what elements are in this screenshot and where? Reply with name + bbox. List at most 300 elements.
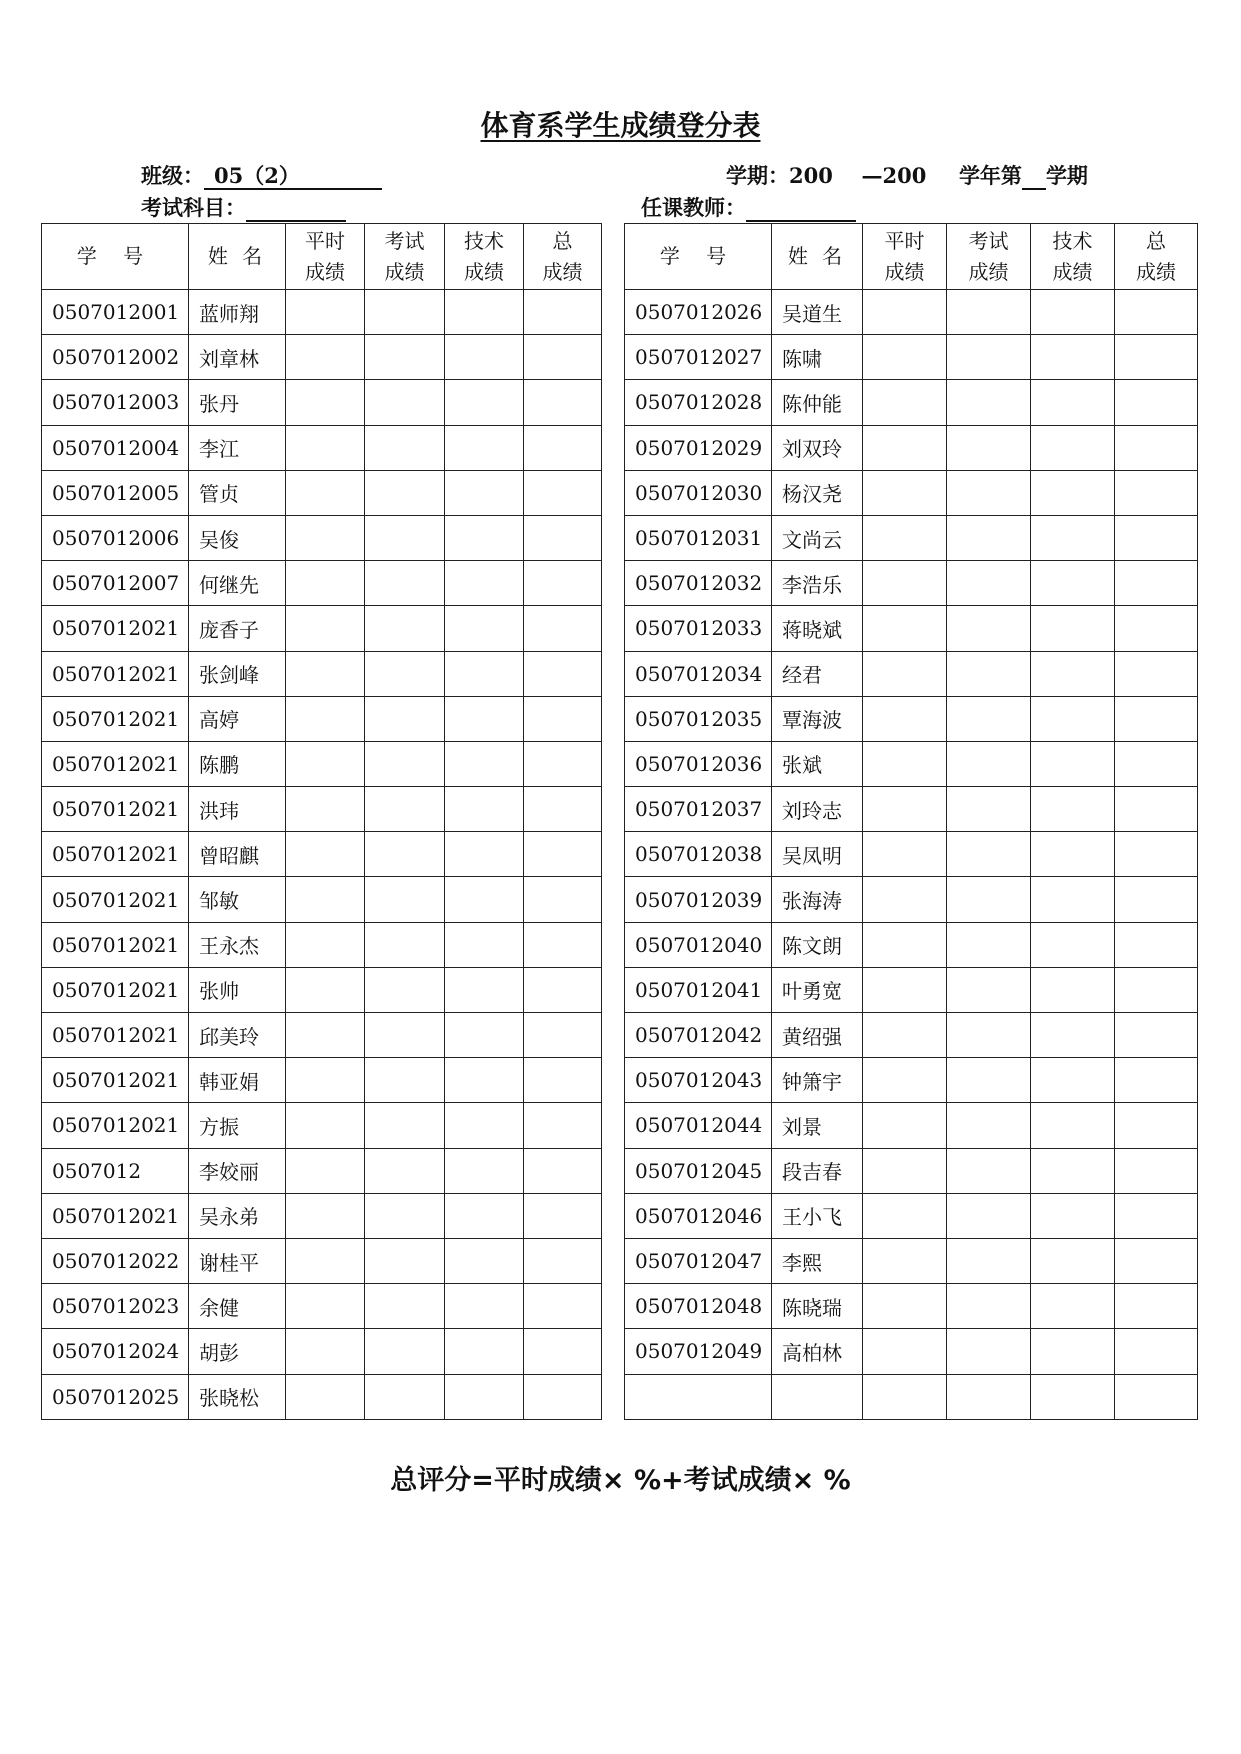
usual-score-cell[interactable] <box>863 335 947 380</box>
student-id-cell: 0507012021 <box>42 967 189 1012</box>
total-score-cell[interactable] <box>1115 290 1198 335</box>
total-score-cell[interactable] <box>524 832 602 877</box>
exam-score-cell[interactable] <box>947 741 1031 786</box>
table-row <box>625 1013 1198 1058</box>
header-exam-line1: 考试 <box>384 228 425 253</box>
tech-score-cell[interactable] <box>445 470 524 515</box>
usual-score-cell[interactable] <box>286 1374 365 1419</box>
exam-score-cell[interactable] <box>365 515 445 560</box>
total-score-cell[interactable] <box>524 1238 602 1283</box>
total-score-cell[interactable] <box>524 380 602 425</box>
tech-score-cell[interactable] <box>445 877 524 922</box>
total-score-cell[interactable] <box>1115 425 1198 470</box>
student-name-cell: 洪玮 <box>189 787 286 832</box>
tech-score-cell[interactable] <box>445 1058 524 1103</box>
exam-score-cell[interactable] <box>947 832 1031 877</box>
table-row <box>42 787 602 832</box>
exam-score-cell[interactable] <box>947 967 1031 1012</box>
usual-score-cell[interactable] <box>286 425 365 470</box>
table-row <box>625 741 1198 786</box>
usual-score-cell[interactable] <box>863 967 947 1012</box>
total-score-cell[interactable] <box>1115 832 1198 877</box>
student-id-cell: 0507012048 <box>625 1284 772 1329</box>
student-name-cell: 张海涛 <box>772 877 863 922</box>
teacher-field[interactable] <box>746 196 856 222</box>
exam-score-cell[interactable] <box>365 425 445 470</box>
tech-score-cell[interactable] <box>445 1374 524 1419</box>
total-score-cell[interactable] <box>524 1013 602 1058</box>
student-name-cell: 张丹 <box>189 380 286 425</box>
class-field[interactable]: 05（2） <box>204 164 382 190</box>
total-score-cell[interactable] <box>524 1193 602 1238</box>
tech-score-cell[interactable] <box>1031 1013 1115 1058</box>
exam-score-cell[interactable] <box>947 1193 1031 1238</box>
usual-score-cell[interactable] <box>286 1103 365 1148</box>
tech-score-cell[interactable] <box>1031 741 1115 786</box>
student-name-cell: 高柏林 <box>772 1329 863 1374</box>
total-score-cell[interactable] <box>1115 1013 1198 1058</box>
exam-score-cell[interactable] <box>947 1148 1031 1193</box>
class-label: 班级： <box>141 163 204 188</box>
table-row <box>42 877 602 922</box>
student-name-cell: 刘玲志 <box>772 787 863 832</box>
total-score-cell[interactable] <box>1115 741 1198 786</box>
usual-score-cell[interactable] <box>863 1058 947 1103</box>
student-id-cell: 0507012021 <box>42 832 189 877</box>
student-id-cell: 0507012032 <box>625 561 772 606</box>
total-score-cell[interactable] <box>1115 380 1198 425</box>
student-id-cell: 0507012039 <box>625 877 772 922</box>
exam-score-cell[interactable] <box>365 1329 445 1374</box>
usual-score-cell[interactable] <box>286 335 365 380</box>
usual-score-cell[interactable] <box>286 470 365 515</box>
tech-score-cell[interactable] <box>445 1103 524 1148</box>
student-id-cell: 0507012041 <box>625 967 772 1012</box>
student-name-cell: 杨汉尧 <box>772 470 863 515</box>
tech-score-cell[interactable] <box>445 832 524 877</box>
exam-score-cell[interactable] <box>947 290 1031 335</box>
table-row <box>625 425 1198 470</box>
exam-score-cell[interactable] <box>947 1329 1031 1374</box>
term-line <box>726 160 1088 190</box>
exam-score-cell[interactable] <box>947 1374 1031 1419</box>
tech-score-cell[interactable] <box>1031 967 1115 1012</box>
tech-score-cell[interactable] <box>1031 561 1115 606</box>
term-end: 学期 <box>1045 163 1088 188</box>
exam-score-cell[interactable] <box>365 787 445 832</box>
usual-score-cell[interactable] <box>863 561 947 606</box>
table-row <box>42 606 602 651</box>
exam-score-cell[interactable] <box>365 1238 445 1283</box>
student-id-cell: 0507012045 <box>625 1148 772 1193</box>
teacher-label: 任课教师： <box>641 195 746 220</box>
exam-score-cell[interactable] <box>365 470 445 515</box>
table-row <box>42 470 602 515</box>
exam-score-cell[interactable] <box>947 877 1031 922</box>
total-score-cell[interactable] <box>524 787 602 832</box>
exam-score-cell[interactable] <box>365 1374 445 1419</box>
exam-score-cell[interactable] <box>365 1284 445 1329</box>
header-total-score <box>524 224 602 290</box>
usual-score-cell[interactable] <box>286 967 365 1012</box>
total-score-cell[interactable] <box>524 1148 602 1193</box>
exam-score-cell[interactable] <box>365 606 445 651</box>
usual-score-cell[interactable] <box>286 1193 365 1238</box>
usual-score-cell[interactable] <box>863 787 947 832</box>
exam-score-cell[interactable] <box>365 380 445 425</box>
exam-score-cell[interactable] <box>365 922 445 967</box>
usual-score-cell[interactable] <box>286 1284 365 1329</box>
exam-score-cell[interactable] <box>947 651 1031 696</box>
total-score-cell[interactable] <box>524 1058 602 1103</box>
exam-score-cell[interactable] <box>365 1193 445 1238</box>
table-row <box>42 832 602 877</box>
header-total-line2: 成绩 <box>542 259 583 284</box>
exam-score-cell[interactable] <box>947 1284 1031 1329</box>
teacher-line <box>641 192 856 222</box>
total-score-cell[interactable] <box>1115 1284 1198 1329</box>
exam-score-cell[interactable] <box>947 606 1031 651</box>
total-score-cell[interactable] <box>1115 922 1198 967</box>
total-score-cell[interactable] <box>1115 561 1198 606</box>
student-id-cell: 0507012026 <box>625 290 772 335</box>
tech-score-cell[interactable] <box>445 696 524 741</box>
usual-score-cell[interactable] <box>863 832 947 877</box>
total-score-cell[interactable] <box>1115 1374 1198 1419</box>
tech-score-cell[interactable] <box>1031 1148 1115 1193</box>
exam-score-cell[interactable] <box>365 651 445 696</box>
tech-score-cell[interactable] <box>445 515 524 560</box>
student-id-cell: 0507012030 <box>625 470 772 515</box>
tech-score-cell[interactable] <box>1031 922 1115 967</box>
tech-score-cell[interactable] <box>445 967 524 1012</box>
usual-score-cell[interactable] <box>863 651 947 696</box>
student-name-cell: 余健 <box>189 1284 286 1329</box>
tech-score-cell[interactable] <box>445 1238 524 1283</box>
student-id-cell: 0507012021 <box>42 1103 189 1148</box>
tech-score-cell[interactable] <box>445 380 524 425</box>
tech-score-cell[interactable] <box>445 425 524 470</box>
tech-score-cell[interactable] <box>1031 1103 1115 1148</box>
usual-score-cell[interactable] <box>286 741 365 786</box>
student-id-cell: 0507012001 <box>42 290 189 335</box>
exam-score-cell[interactable] <box>947 515 1031 560</box>
tech-score-cell[interactable] <box>1031 606 1115 651</box>
tech-score-cell[interactable] <box>1031 335 1115 380</box>
total-score-cell[interactable] <box>1115 967 1198 1012</box>
student-name-cell: 经君 <box>772 651 863 696</box>
tech-score-cell[interactable] <box>1031 1284 1115 1329</box>
exam-score-cell[interactable] <box>365 967 445 1012</box>
subject-label: 考试科目： <box>141 195 246 220</box>
usual-score-cell[interactable] <box>286 380 365 425</box>
tech-score-cell[interactable] <box>1031 1329 1115 1374</box>
header-tech-score <box>1031 224 1115 290</box>
usual-score-cell[interactable] <box>863 380 947 425</box>
tech-score-cell[interactable] <box>1031 877 1115 922</box>
student-name-cell: 方振 <box>189 1103 286 1148</box>
tech-score-cell[interactable] <box>445 1013 524 1058</box>
usual-score-cell[interactable] <box>863 425 947 470</box>
student-name-cell: 钟箫宇 <box>772 1058 863 1103</box>
exam-score-cell[interactable] <box>365 290 445 335</box>
student-id-cell: 0507012005 <box>42 470 189 515</box>
exam-score-cell[interactable] <box>365 335 445 380</box>
student-name-cell: 李浩乐 <box>772 561 863 606</box>
total-score-cell[interactable] <box>524 651 602 696</box>
table-row <box>42 335 602 380</box>
total-score-cell[interactable] <box>524 1329 602 1374</box>
usual-score-cell[interactable] <box>286 290 365 335</box>
exam-score-cell[interactable] <box>947 1058 1031 1103</box>
total-score-cell[interactable] <box>524 425 602 470</box>
usual-score-cell[interactable] <box>863 877 947 922</box>
total-score-cell[interactable] <box>1115 1148 1198 1193</box>
exam-score-cell[interactable] <box>947 1013 1031 1058</box>
usual-score-cell[interactable] <box>863 1238 947 1283</box>
student-id-cell: 0507012028 <box>625 380 772 425</box>
tech-score-cell[interactable] <box>445 922 524 967</box>
tech-score-cell[interactable] <box>1031 1374 1115 1419</box>
usual-score-cell[interactable] <box>286 1013 365 1058</box>
table-row <box>625 922 1198 967</box>
exam-score-cell[interactable] <box>947 696 1031 741</box>
table-row <box>625 651 1198 696</box>
tech-score-cell[interactable] <box>1031 290 1115 335</box>
usual-score-cell[interactable] <box>286 1058 365 1103</box>
student-id-cell: 0507012037 <box>625 787 772 832</box>
term-label: 学期：200 <box>726 163 833 188</box>
student-id-cell: 0507012007 <box>42 561 189 606</box>
total-score-cell[interactable] <box>524 515 602 560</box>
tech-score-cell[interactable] <box>445 1193 524 1238</box>
table-row <box>625 1103 1198 1148</box>
student-name-cell: 李江 <box>189 425 286 470</box>
total-score-cell[interactable] <box>1115 606 1198 651</box>
table-row <box>42 1238 602 1283</box>
student-name-cell: 刘章林 <box>189 335 286 380</box>
tech-score-cell[interactable] <box>1031 696 1115 741</box>
tech-score-cell[interactable] <box>1031 1058 1115 1103</box>
table-row <box>42 1329 602 1374</box>
total-score-cell[interactable] <box>1115 787 1198 832</box>
usual-score-cell[interactable] <box>286 832 365 877</box>
table-row <box>625 1329 1198 1374</box>
usual-score-cell[interactable] <box>286 787 365 832</box>
exam-score-cell[interactable] <box>365 832 445 877</box>
usual-score-cell[interactable] <box>863 1284 947 1329</box>
total-score-cell[interactable] <box>1115 335 1198 380</box>
exam-score-cell[interactable] <box>365 561 445 606</box>
total-score-cell[interactable] <box>1115 1238 1198 1283</box>
term-number-field[interactable] <box>1022 164 1046 190</box>
tech-score-cell[interactable] <box>445 1284 524 1329</box>
table-row <box>42 1013 602 1058</box>
exam-score-cell[interactable] <box>365 1058 445 1103</box>
student-id-cell <box>625 1374 772 1419</box>
tech-score-cell[interactable] <box>445 561 524 606</box>
header-exam-score <box>947 224 1031 290</box>
student-id-cell: 0507012040 <box>625 922 772 967</box>
header-total-line1: 总 <box>552 228 573 253</box>
total-score-cell[interactable] <box>1115 1193 1198 1238</box>
student-id-cell: 0507012034 <box>625 651 772 696</box>
total-score-cell[interactable] <box>524 290 602 335</box>
total-score-cell[interactable] <box>524 1103 602 1148</box>
student-name-cell: 王永杰 <box>189 922 286 967</box>
total-score-cell[interactable] <box>524 470 602 515</box>
student-name-cell: 陈文朗 <box>772 922 863 967</box>
exam-score-cell[interactable] <box>365 1103 445 1148</box>
header-tech-line1: 技术 <box>464 228 504 253</box>
total-score-cell[interactable] <box>1115 1103 1198 1148</box>
usual-score-cell[interactable] <box>863 922 947 967</box>
usual-score-cell[interactable] <box>863 290 947 335</box>
tech-score-cell[interactable] <box>1031 787 1115 832</box>
student-id-cell: 0507012023 <box>42 1284 189 1329</box>
table-row <box>625 1058 1198 1103</box>
usual-score-cell[interactable] <box>863 1013 947 1058</box>
table-row <box>625 1193 1198 1238</box>
usual-score-cell[interactable] <box>286 561 365 606</box>
tech-score-cell[interactable] <box>445 1329 524 1374</box>
table-row <box>42 922 602 967</box>
usual-score-cell[interactable] <box>286 651 365 696</box>
table-row <box>625 335 1198 380</box>
usual-score-cell[interactable] <box>286 696 365 741</box>
student-name-cell: 文尚云 <box>772 515 863 560</box>
total-score-cell[interactable] <box>524 877 602 922</box>
total-score-cell[interactable] <box>1115 696 1198 741</box>
header-usual-line1: 平时 <box>305 228 345 253</box>
student-name-cell: 邱美玲 <box>189 1013 286 1058</box>
tech-score-cell[interactable] <box>445 1148 524 1193</box>
tech-score-cell[interactable] <box>445 651 524 696</box>
table-row <box>625 696 1198 741</box>
tech-score-cell[interactable] <box>1031 651 1115 696</box>
exam-score-cell[interactable] <box>947 335 1031 380</box>
exam-score-cell[interactable] <box>365 1148 445 1193</box>
usual-score-cell[interactable] <box>863 1193 947 1238</box>
exam-score-cell[interactable] <box>947 561 1031 606</box>
tech-score-cell[interactable] <box>1031 470 1115 515</box>
student-name-cell: 陈鹏 <box>189 741 286 786</box>
total-score-cell[interactable] <box>524 335 602 380</box>
usual-score-cell[interactable] <box>863 1374 947 1419</box>
total-score-cell[interactable] <box>1115 515 1198 560</box>
total-score-cell[interactable] <box>1115 470 1198 515</box>
table-row <box>625 515 1198 560</box>
student-name-cell: 王小飞 <box>772 1193 863 1238</box>
tech-score-cell[interactable] <box>1031 832 1115 877</box>
tech-score-cell[interactable] <box>445 741 524 786</box>
student-id-cell: 0507012029 <box>625 425 772 470</box>
exam-score-cell[interactable] <box>365 1013 445 1058</box>
total-score-cell[interactable] <box>1115 651 1198 696</box>
total-score-cell[interactable] <box>524 1284 602 1329</box>
usual-score-cell[interactable] <box>286 877 365 922</box>
student-name-cell: 陈仲能 <box>772 380 863 425</box>
student-id-cell: 0507012021 <box>42 606 189 651</box>
exam-score-cell[interactable] <box>947 1238 1031 1283</box>
tech-score-cell[interactable] <box>1031 425 1115 470</box>
tech-score-cell[interactable] <box>445 335 524 380</box>
tech-score-cell[interactable] <box>445 606 524 651</box>
total-score-cell[interactable] <box>524 561 602 606</box>
student-name-cell: 吴道生 <box>772 290 863 335</box>
total-score-cell[interactable] <box>524 696 602 741</box>
total-score-cell[interactable] <box>1115 877 1198 922</box>
subject-field[interactable] <box>246 196 346 222</box>
student-name-cell: 吴凤明 <box>772 832 863 877</box>
header-exam-line2: 成绩 <box>968 259 1009 284</box>
exam-score-cell[interactable] <box>947 380 1031 425</box>
tech-score-cell[interactable] <box>1031 515 1115 560</box>
table-row <box>42 1284 602 1329</box>
exam-score-cell[interactable] <box>365 696 445 741</box>
student-name-cell: 庞香子 <box>189 606 286 651</box>
tech-score-cell[interactable] <box>1031 1193 1115 1238</box>
header-usual-line1: 平时 <box>884 228 925 253</box>
usual-score-cell[interactable] <box>863 515 947 560</box>
exam-score-cell[interactable] <box>947 425 1031 470</box>
total-score-cell[interactable] <box>1115 1329 1198 1374</box>
total-score-cell[interactable] <box>524 967 602 1012</box>
table-row <box>42 1193 602 1238</box>
usual-score-cell[interactable] <box>863 1103 947 1148</box>
tech-score-cell[interactable] <box>1031 1238 1115 1283</box>
usual-score-cell[interactable] <box>286 606 365 651</box>
tech-score-cell[interactable] <box>445 787 524 832</box>
usual-score-cell[interactable] <box>863 696 947 741</box>
table-row <box>625 290 1198 335</box>
usual-score-cell[interactable] <box>286 1238 365 1283</box>
student-id-cell: 0507012021 <box>42 922 189 967</box>
total-score-cell[interactable] <box>524 606 602 651</box>
usual-score-cell[interactable] <box>863 1329 947 1374</box>
total-score-cell[interactable] <box>1115 1058 1198 1103</box>
student-name-cell: 张帅 <box>189 967 286 1012</box>
total-score-cell[interactable] <box>524 741 602 786</box>
header-exam-score <box>365 224 445 290</box>
student-name-cell: 蒋晓斌 <box>772 606 863 651</box>
total-score-cell[interactable] <box>524 1374 602 1419</box>
exam-score-cell[interactable] <box>947 787 1031 832</box>
usual-score-cell[interactable] <box>286 922 365 967</box>
header-tech-score <box>445 224 524 290</box>
usual-score-cell[interactable] <box>286 1148 365 1193</box>
exam-score-cell[interactable] <box>947 922 1031 967</box>
student-id-cell: 0507012044 <box>625 1103 772 1148</box>
exam-score-cell[interactable] <box>947 1103 1031 1148</box>
exam-score-cell[interactable] <box>365 741 445 786</box>
usual-score-cell[interactable] <box>863 606 947 651</box>
exam-score-cell[interactable] <box>947 470 1031 515</box>
tech-score-cell[interactable] <box>445 290 524 335</box>
usual-score-cell[interactable] <box>863 1148 947 1193</box>
usual-score-cell[interactable] <box>286 515 365 560</box>
total-score-cell[interactable] <box>524 922 602 967</box>
exam-score-cell[interactable] <box>365 877 445 922</box>
student-id-cell: 0507012035 <box>625 696 772 741</box>
usual-score-cell[interactable] <box>863 470 947 515</box>
student-name-cell <box>772 1374 863 1419</box>
usual-score-cell[interactable] <box>863 741 947 786</box>
student-id-cell: 0507012024 <box>42 1329 189 1374</box>
tech-score-cell[interactable] <box>1031 380 1115 425</box>
usual-score-cell[interactable] <box>286 1329 365 1374</box>
header-total-line2: 成绩 <box>1136 259 1176 284</box>
